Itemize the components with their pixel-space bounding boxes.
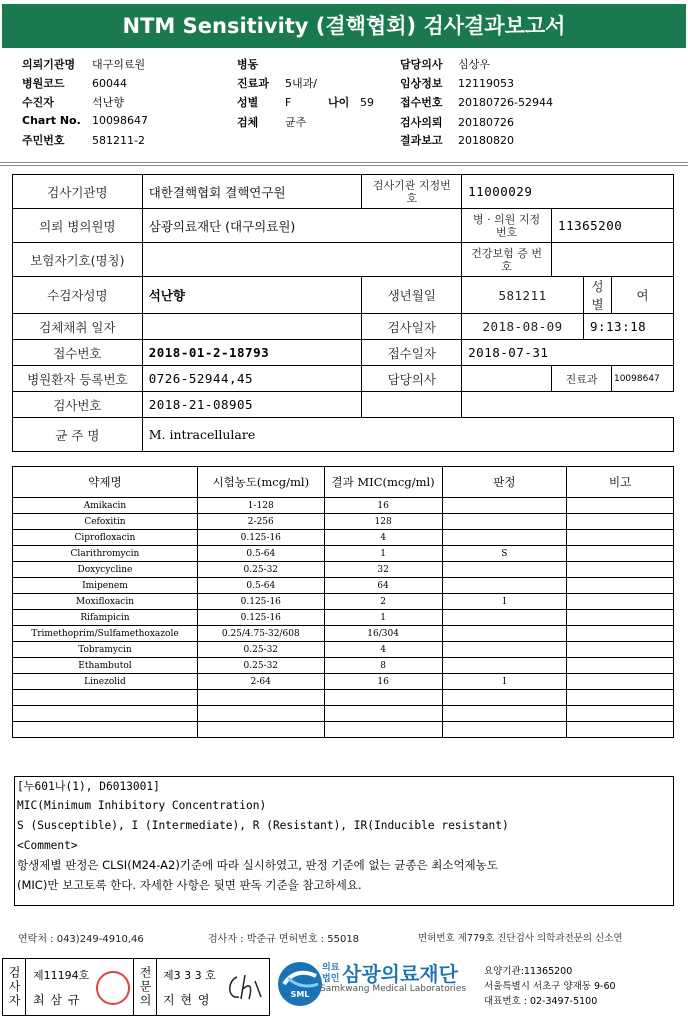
logo-abbr: SML bbox=[290, 990, 310, 999]
org-phone: 대표번호 : 02-3497-5100 bbox=[484, 996, 598, 1007]
table-cell: 0.125-16 bbox=[197, 530, 324, 546]
table-row bbox=[13, 690, 674, 706]
table-row bbox=[13, 610, 674, 626]
hdr-dept: 진료과 5내과/ bbox=[237, 77, 317, 90]
table-row bbox=[13, 530, 674, 546]
health-label: 건강보험 증 번 호 bbox=[462, 243, 552, 277]
table-cell: I bbox=[442, 594, 567, 610]
col-header: 약제명 bbox=[13, 467, 198, 498]
comment-line: (MIC)만 보고토록 한다. 자세한 사항은 뒷면 판독 기준을 참고하세요. bbox=[17, 878, 362, 892]
table-cell bbox=[567, 498, 674, 514]
table-row bbox=[13, 658, 674, 674]
table-cell: 0.25-32 bbox=[197, 642, 324, 658]
table-cell: 2-256 bbox=[197, 514, 324, 530]
table-row bbox=[13, 514, 674, 530]
dept-value: 10098647 bbox=[611, 366, 673, 392]
reg-no-label: 병원환자 등록번호 bbox=[13, 366, 143, 392]
test-no: 2018-21-08905 bbox=[142, 392, 362, 418]
col-header: 시험농도(mcg/ml) bbox=[197, 467, 324, 498]
table-cell: 0.25-32 bbox=[197, 562, 324, 578]
report-title: NTM Sensitivity (결핵협회) 검사결과보고서 bbox=[2, 4, 686, 48]
table-row bbox=[13, 626, 674, 642]
table-cell bbox=[567, 690, 674, 706]
table-cell: 64 bbox=[324, 578, 442, 594]
table-cell bbox=[442, 722, 567, 738]
table-cell bbox=[197, 706, 324, 722]
recv-no-label: 접수번호 bbox=[13, 340, 143, 366]
table-cell: Ciprofloxacin bbox=[13, 530, 198, 546]
comment-line: 항생제별 판정은 CLSI(M24-A2)기준에 따라 실시하였고, 판정 기준에 없는 균종은 최소억제농도 bbox=[17, 858, 498, 872]
table-cell: Linezolid bbox=[13, 674, 198, 690]
specialist-license-no: 제3 3 3 호 bbox=[163, 969, 216, 982]
table-cell bbox=[13, 690, 198, 706]
table-cell bbox=[324, 706, 442, 722]
test-no-label: 검사번호 bbox=[13, 392, 143, 418]
drug-rows bbox=[13, 498, 674, 738]
table-cell: 0.5-64 bbox=[197, 546, 324, 562]
tester-info: 검사자 : 박준규 면허번호 : 55018 bbox=[208, 934, 360, 945]
table-cell bbox=[442, 642, 567, 658]
comment-box bbox=[14, 776, 674, 906]
col-header: 판정 bbox=[442, 467, 567, 498]
table-cell bbox=[567, 658, 674, 674]
table-cell: 0.125-16 bbox=[197, 610, 324, 626]
reg-no: 0726-52944,45 bbox=[142, 366, 362, 392]
table-cell bbox=[567, 722, 674, 738]
table-cell bbox=[442, 514, 567, 530]
table-cell bbox=[567, 530, 674, 546]
req-hosp-label: 의뢰 병의원명 bbox=[13, 209, 143, 243]
table-cell: S bbox=[442, 546, 567, 562]
table-cell bbox=[442, 498, 567, 514]
logo-name: 삼광의료재단 bbox=[342, 962, 458, 986]
logo-english: Samkwang Medical Laboratories bbox=[320, 984, 467, 994]
test-date-label: 검사일자 bbox=[362, 314, 462, 340]
contact-phone: 연락처 : 043)249-4910,46 bbox=[18, 934, 144, 945]
sml-logo-icon bbox=[278, 962, 322, 1006]
table-cell: Cefoxitin bbox=[13, 514, 198, 530]
dept-label: 진료과 bbox=[552, 366, 612, 392]
table-cell: 16/304 bbox=[324, 626, 442, 642]
table-cell bbox=[197, 722, 324, 738]
table-cell: 8 bbox=[324, 658, 442, 674]
specialist-name: 지 현 영 bbox=[163, 993, 211, 1007]
table-cell: 4 bbox=[324, 642, 442, 658]
hdr-ward: 병동 bbox=[237, 58, 259, 71]
table-cell bbox=[567, 546, 674, 562]
table-cell: Moxifloxacin bbox=[13, 594, 198, 610]
hdr-request-date: 검사의뢰 20180726 bbox=[400, 116, 514, 129]
collect-value bbox=[142, 314, 362, 340]
table-cell bbox=[567, 578, 674, 594]
table-cell bbox=[442, 690, 567, 706]
logo-prefix: 의료법인 bbox=[322, 963, 340, 984]
table-row bbox=[13, 562, 674, 578]
hdr-age: 나이 59 bbox=[328, 96, 374, 109]
lab-code-label: 검사기관 지정번호 bbox=[362, 175, 462, 209]
doctor-label: 담당의사 bbox=[362, 366, 462, 392]
table-cell: 128 bbox=[324, 514, 442, 530]
table-row bbox=[13, 674, 674, 690]
hdr-clinical-info: 임상정보 12119053 bbox=[400, 77, 514, 90]
dob-label: 생년월일 bbox=[362, 277, 462, 314]
table-cell: 16 bbox=[324, 674, 442, 690]
table-cell: Trimethoprim/Sulfamethoxazole bbox=[13, 626, 198, 642]
empty-cell bbox=[462, 392, 674, 418]
hdr-chart-no: Chart No. 10098647 bbox=[22, 114, 148, 127]
recv-date-label: 접수일자 bbox=[362, 340, 462, 366]
hdr-resident-no: 주민번호 581211-2 bbox=[22, 134, 145, 147]
table-cell: 0.125-16 bbox=[197, 594, 324, 610]
table-cell bbox=[442, 706, 567, 722]
test-date: 2018-08-09 bbox=[462, 314, 584, 340]
table-cell: 0.5-64 bbox=[197, 578, 324, 594]
lab-code: 11000029 bbox=[462, 175, 674, 209]
table-row bbox=[13, 706, 674, 722]
table-cell: Imipenem bbox=[13, 578, 198, 594]
strain-name: M. intracellulare bbox=[142, 418, 673, 452]
divider bbox=[0, 165, 688, 166]
signature-box bbox=[2, 958, 270, 1016]
hdr-patient: 수진자 석난향 bbox=[22, 96, 124, 109]
table-cell: Clarithromycin bbox=[13, 546, 198, 562]
table-cell bbox=[13, 722, 198, 738]
hdr-sex: 성별 F bbox=[237, 96, 292, 109]
org-code: 요양기관:11365200 bbox=[484, 966, 573, 977]
req-hosp: 삼광의료재단 (대구의료원) bbox=[142, 209, 461, 243]
table-cell bbox=[442, 610, 567, 626]
table-cell: 0.25/4.75-32/608 bbox=[197, 626, 324, 642]
table-cell: 1 bbox=[324, 610, 442, 626]
sign-label-tester: 검사자 bbox=[3, 959, 26, 1015]
hdr-req-org: 의뢰기관명 대구의료원 bbox=[22, 58, 146, 71]
hdr-doctor: 담당의사 심상우 bbox=[400, 58, 490, 71]
table-cell bbox=[567, 706, 674, 722]
comment-line: S (Susceptible), I (Intermediate), R (Resistant), IR(Inducible resistant) bbox=[17, 819, 509, 832]
insured-value bbox=[142, 243, 461, 277]
collect-label: 검체채취 일자 bbox=[13, 314, 143, 340]
table-cell: 4 bbox=[324, 530, 442, 546]
table-cell bbox=[442, 578, 567, 594]
seal-stamp bbox=[96, 971, 130, 1005]
table-cell: 32 bbox=[324, 562, 442, 578]
table-cell bbox=[567, 514, 674, 530]
table-cell: 1 bbox=[324, 546, 442, 562]
lab-name-label: 검사기관명 bbox=[13, 175, 143, 209]
org-address: 서울특별시 서초구 양재동 9-60 bbox=[484, 981, 616, 992]
table-cell: Tobramycin bbox=[13, 642, 198, 658]
col-header: 결과 MIC(mcg/ml) bbox=[324, 467, 442, 498]
table-row bbox=[13, 578, 674, 594]
table-cell: 0.25-32 bbox=[197, 658, 324, 674]
table-cell bbox=[567, 626, 674, 642]
table-cell bbox=[567, 594, 674, 610]
sex-value: 여 bbox=[611, 277, 673, 314]
table-cell: Rifampicin bbox=[13, 610, 198, 626]
table-cell bbox=[567, 562, 674, 578]
lab-name: 대한결핵협회 결핵연구원 bbox=[142, 175, 362, 209]
table-cell bbox=[324, 690, 442, 706]
hdr-receipt-no: 접수번호 20180726-52944 bbox=[400, 96, 553, 109]
table-cell bbox=[442, 530, 567, 546]
insured-label: 보험자기호(명칭) bbox=[13, 243, 143, 277]
table-cell bbox=[324, 722, 442, 738]
table-row bbox=[13, 594, 674, 610]
test-time: 9:13:18 bbox=[583, 314, 673, 340]
susceptibility-table bbox=[12, 466, 674, 738]
recv-no: 2018-01-2-18793 bbox=[142, 340, 362, 366]
sex-label: 성별 bbox=[583, 277, 611, 314]
patient-name: 석난향 bbox=[142, 277, 362, 314]
lab-info-table bbox=[12, 174, 674, 452]
patient-label: 수검자성명 bbox=[13, 277, 143, 314]
table-cell bbox=[442, 562, 567, 578]
table-cell: 2-64 bbox=[197, 674, 324, 690]
table-cell: 2 bbox=[324, 594, 442, 610]
table-row bbox=[13, 642, 674, 658]
req-code-label: 병 · 의원 지정번호 bbox=[462, 209, 552, 243]
comment-line: MIC(Minimum Inhibitory Concentration) bbox=[17, 799, 267, 812]
sign-label-specialist: 전문의 bbox=[133, 959, 157, 1015]
table-cell bbox=[197, 690, 324, 706]
table-cell bbox=[567, 610, 674, 626]
table-cell bbox=[13, 706, 198, 722]
tester-license-no: 제11194호 bbox=[33, 969, 90, 982]
table-row bbox=[13, 722, 674, 738]
comment-line: [누601나(1), D6013001] bbox=[17, 780, 160, 793]
table-cell: Doxycycline bbox=[13, 562, 198, 578]
table-cell bbox=[442, 626, 567, 642]
table-row bbox=[13, 546, 674, 562]
table-cell: Ethambutol bbox=[13, 658, 198, 674]
col-header: 비고 bbox=[567, 467, 674, 498]
hdr-report-date: 결과보고 20180820 bbox=[400, 134, 514, 147]
table-row bbox=[13, 498, 674, 514]
dob-value: 581211 bbox=[462, 277, 584, 314]
hdr-hosp-code: 병원코드 60044 bbox=[22, 77, 127, 90]
req-code: 11365200 bbox=[552, 209, 674, 243]
signature-image bbox=[225, 971, 265, 1003]
table-cell: 16 bbox=[324, 498, 442, 514]
comment-line: <Comment> bbox=[17, 839, 78, 852]
empty-cell bbox=[362, 392, 462, 418]
table-cell bbox=[567, 674, 674, 690]
health-value bbox=[552, 243, 674, 277]
table-cell: I bbox=[442, 674, 567, 690]
recv-date: 2018-07-31 bbox=[462, 340, 674, 366]
doctor-value bbox=[462, 366, 552, 392]
strain-label: 균 주 명 bbox=[13, 418, 143, 452]
table-cell bbox=[567, 642, 674, 658]
table-cell bbox=[442, 658, 567, 674]
license-info: 면허번호 제779호 진단검사 의학과전문의 신소연 bbox=[418, 933, 623, 944]
hdr-specimen: 검체 균주 bbox=[237, 116, 307, 129]
divider bbox=[0, 162, 688, 163]
table-cell: 1-128 bbox=[197, 498, 324, 514]
table-cell: Amikacin bbox=[13, 498, 198, 514]
tester-name: 최 삼 규 bbox=[33, 993, 81, 1007]
